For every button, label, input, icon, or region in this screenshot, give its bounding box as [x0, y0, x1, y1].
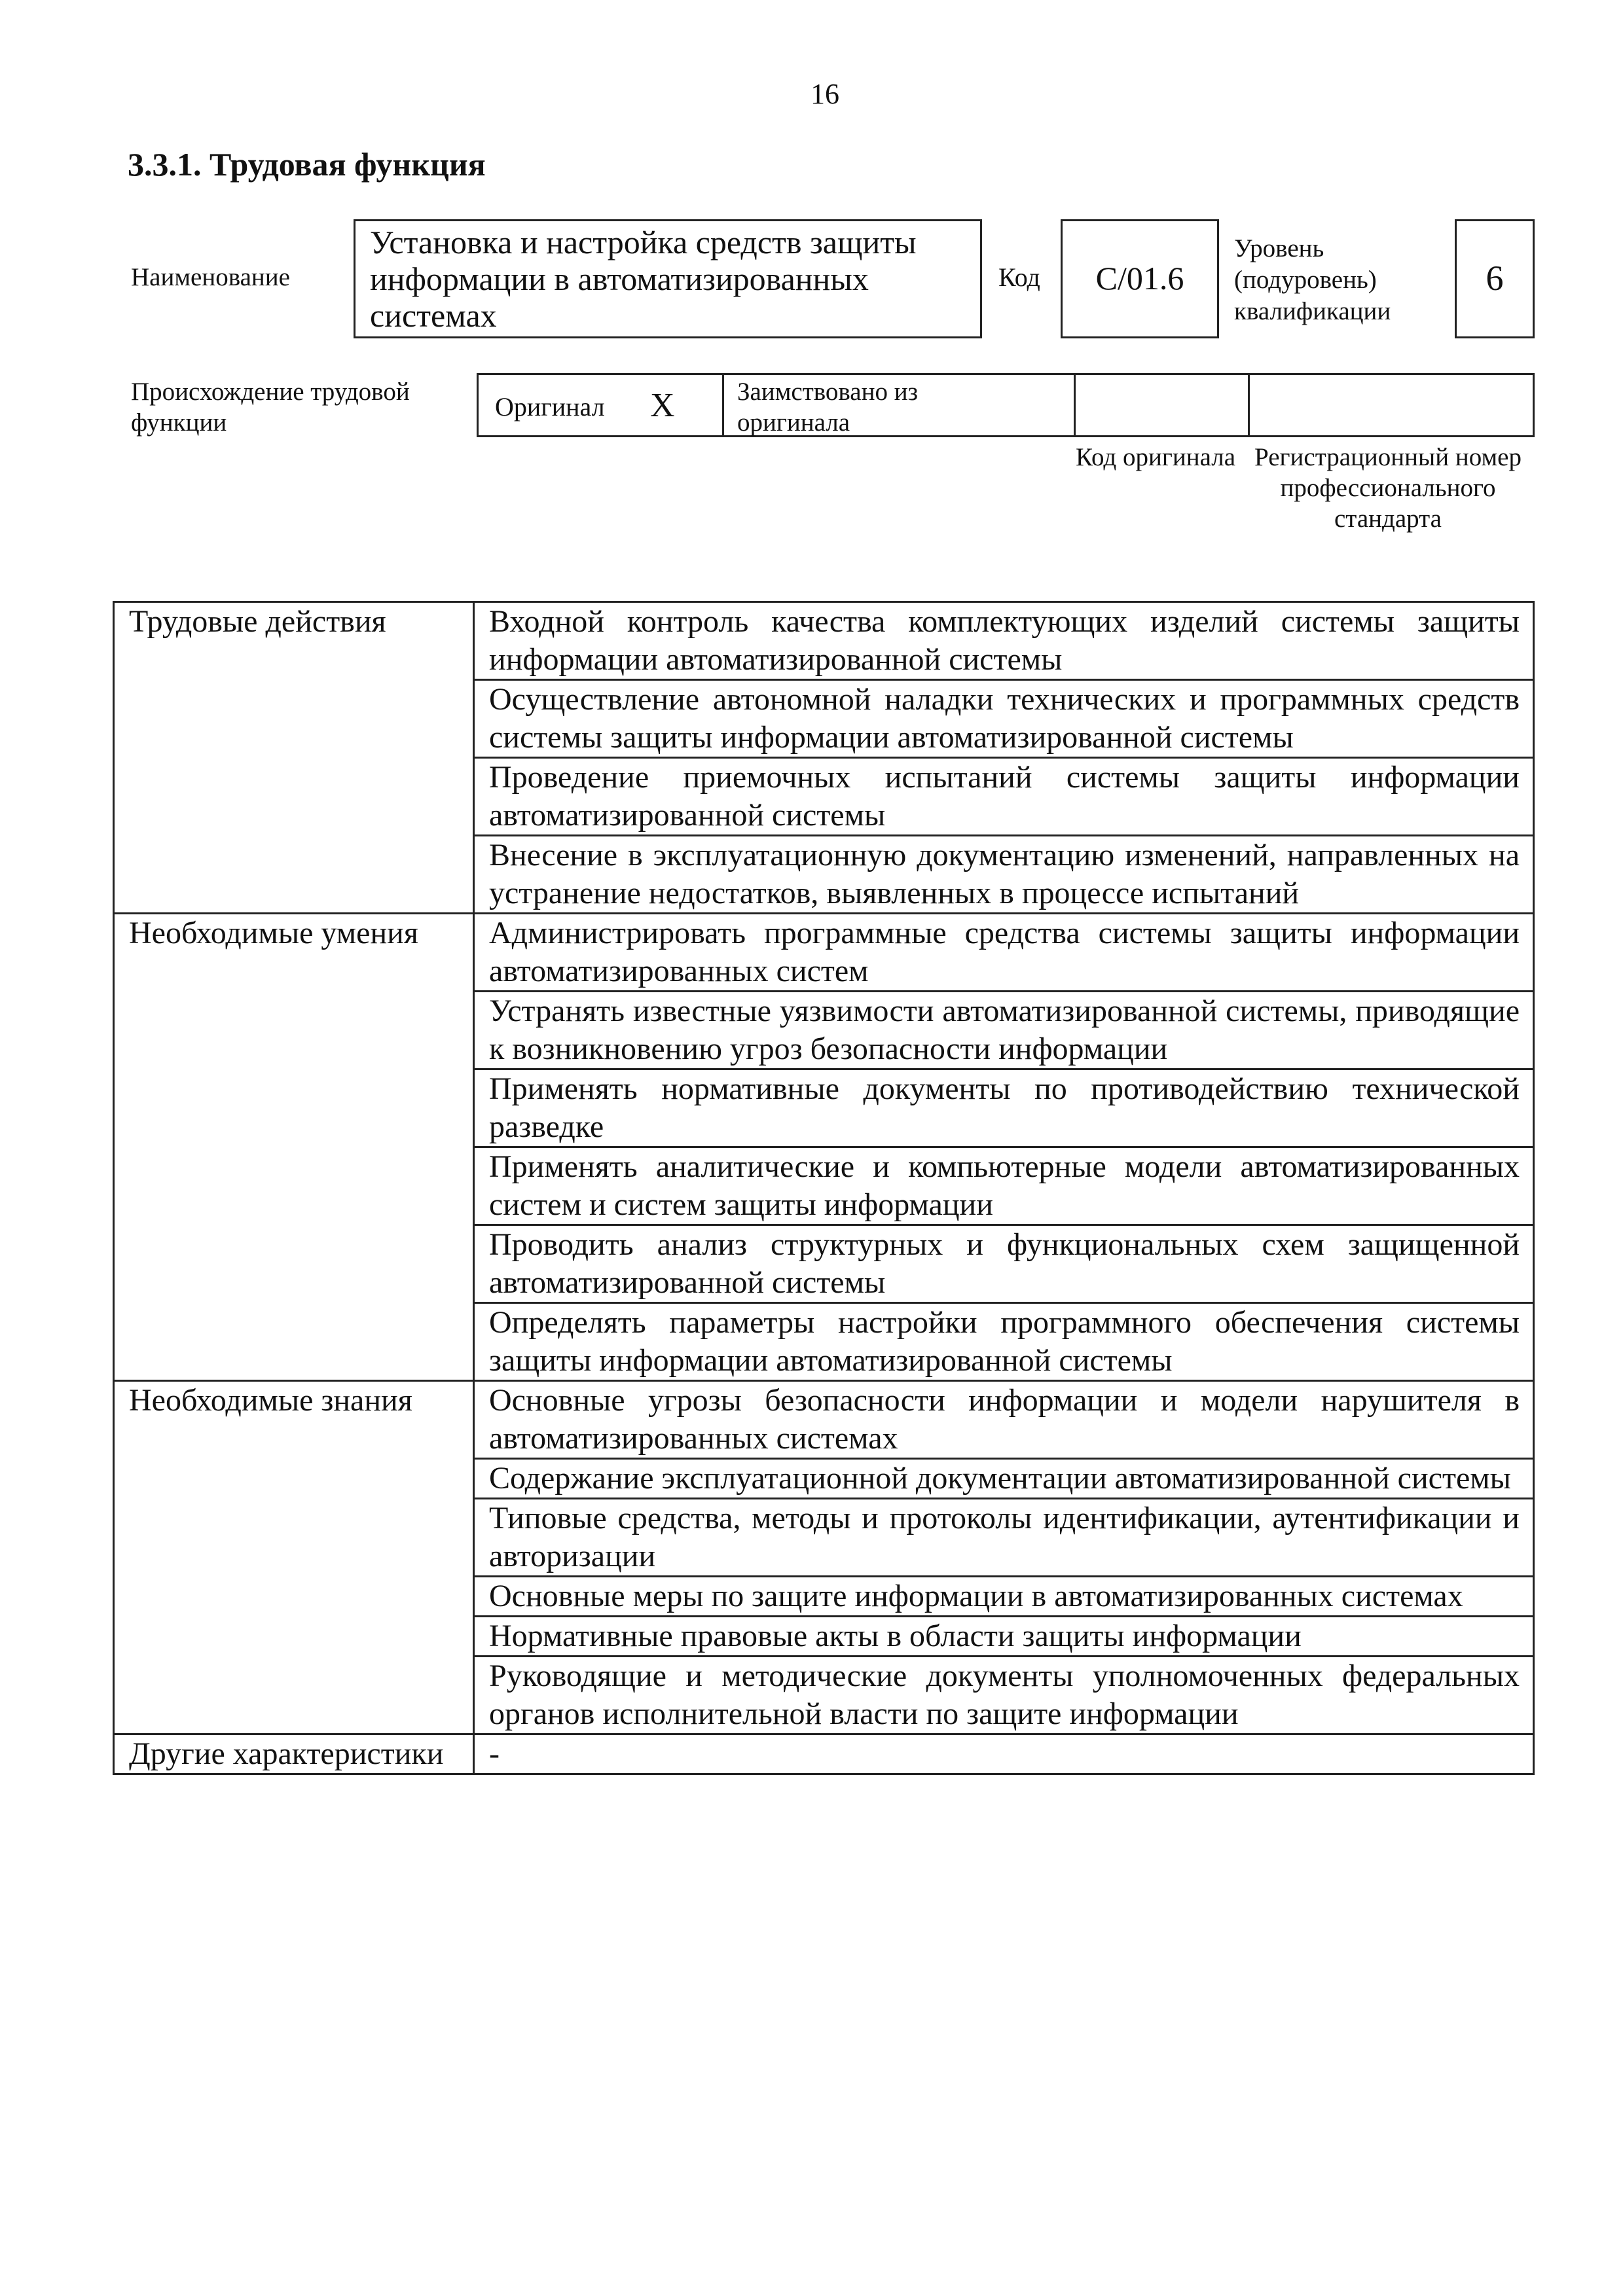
section-item: Основные меры по защите информации в автоматизированных системах [474, 1577, 1534, 1617]
table-row [114, 1381, 1534, 1459]
original-cell [479, 375, 724, 435]
level-box [1455, 219, 1535, 338]
name-value: Установка и настройка средств защиты информации в автоматизированных системах [370, 224, 917, 334]
name-label: Наименование [131, 263, 290, 291]
original-code-cell [1076, 375, 1250, 435]
registration-number-cell [1250, 375, 1533, 435]
name-box [354, 219, 982, 338]
borrowed-cell [724, 375, 1076, 435]
borrowed-label: Заимствовано из оригинала [737, 378, 919, 437]
section-heading: Необходимые умения [114, 914, 474, 1381]
section-item: Типовые средства, методы и протоколы идентификации, аутентификации и авторизации [474, 1499, 1534, 1577]
code-box [1061, 219, 1219, 338]
section-item: Проведение приемочных испытаний системы защиты информации автоматизированной системы [474, 758, 1534, 836]
level-label: Уровень (подуровень) квалификации [1234, 234, 1391, 325]
registration-number-caption: Регистрационный номер профессионального стандарта [1254, 443, 1522, 533]
section-item: Руководящие и методические документы уполномоченных федеральных органов исполнительной власти по защите информации [474, 1657, 1534, 1734]
section-item: Входной контроль качества комплектующих изделий системы защиты информации автоматизированной системы [474, 602, 1534, 680]
section-item: Определять параметры настройки программного обеспечения системы защиты информации автоматизированной системы [474, 1303, 1534, 1381]
original-code-caption: Код оригинала [1075, 443, 1236, 471]
table-row [114, 914, 1534, 992]
section-item: Администрировать программные средства системы защиты информации автоматизированных систем [474, 914, 1534, 992]
section-item: Внесение в эксплуатационную документацию изменений, направленных на устранение недостатков, выявленных в процессе испытаний [474, 836, 1534, 914]
section-item: Проводить анализ структурных и функциональных схем защищенной автоматизированной системы [474, 1225, 1534, 1303]
section-heading: Другие характеристики [114, 1734, 474, 1774]
original-label: Оригинал [495, 392, 605, 422]
section-item: Содержание эксплуатационной документации автоматизированной системы [474, 1459, 1534, 1499]
origin-row [477, 373, 1535, 437]
section-heading: Трудовые действия [114, 602, 474, 914]
code-value: С/01.6 [1095, 260, 1184, 296]
level-value: 6 [1486, 259, 1504, 298]
page-number: 16 [811, 78, 839, 110]
code-label: Код [998, 262, 1040, 292]
section-item: Применять нормативные документы по противодействию технической разведке [474, 1069, 1534, 1147]
section-item: Основные угрозы безопасности информации и модели нарушителя в автоматизированных системах [474, 1381, 1534, 1459]
section-item: - [474, 1734, 1534, 1774]
section-title: 3.3.1. Трудовая функция [128, 146, 486, 183]
work-function-table [113, 601, 1535, 1775]
section-heading: Необходимые знания [114, 1381, 474, 1734]
table-row [114, 1734, 1534, 1774]
origin-label: Происхождение трудовой функции [131, 378, 410, 437]
table-row [114, 602, 1534, 680]
section-item: Нормативные правовые акты в области защиты информации [474, 1617, 1534, 1657]
original-mark: X [650, 387, 675, 424]
section-item: Применять аналитические и компьютерные модели автоматизированных систем и систем защиты информации [474, 1147, 1534, 1225]
section-item: Устранять известные уязвимости автоматизированной системы, приводящие к возникновению угроз безопасности информации [474, 992, 1534, 1069]
section-item: Осуществление автономной наладки технических и программных средств системы защиты информации автоматизированной системы [474, 680, 1534, 758]
